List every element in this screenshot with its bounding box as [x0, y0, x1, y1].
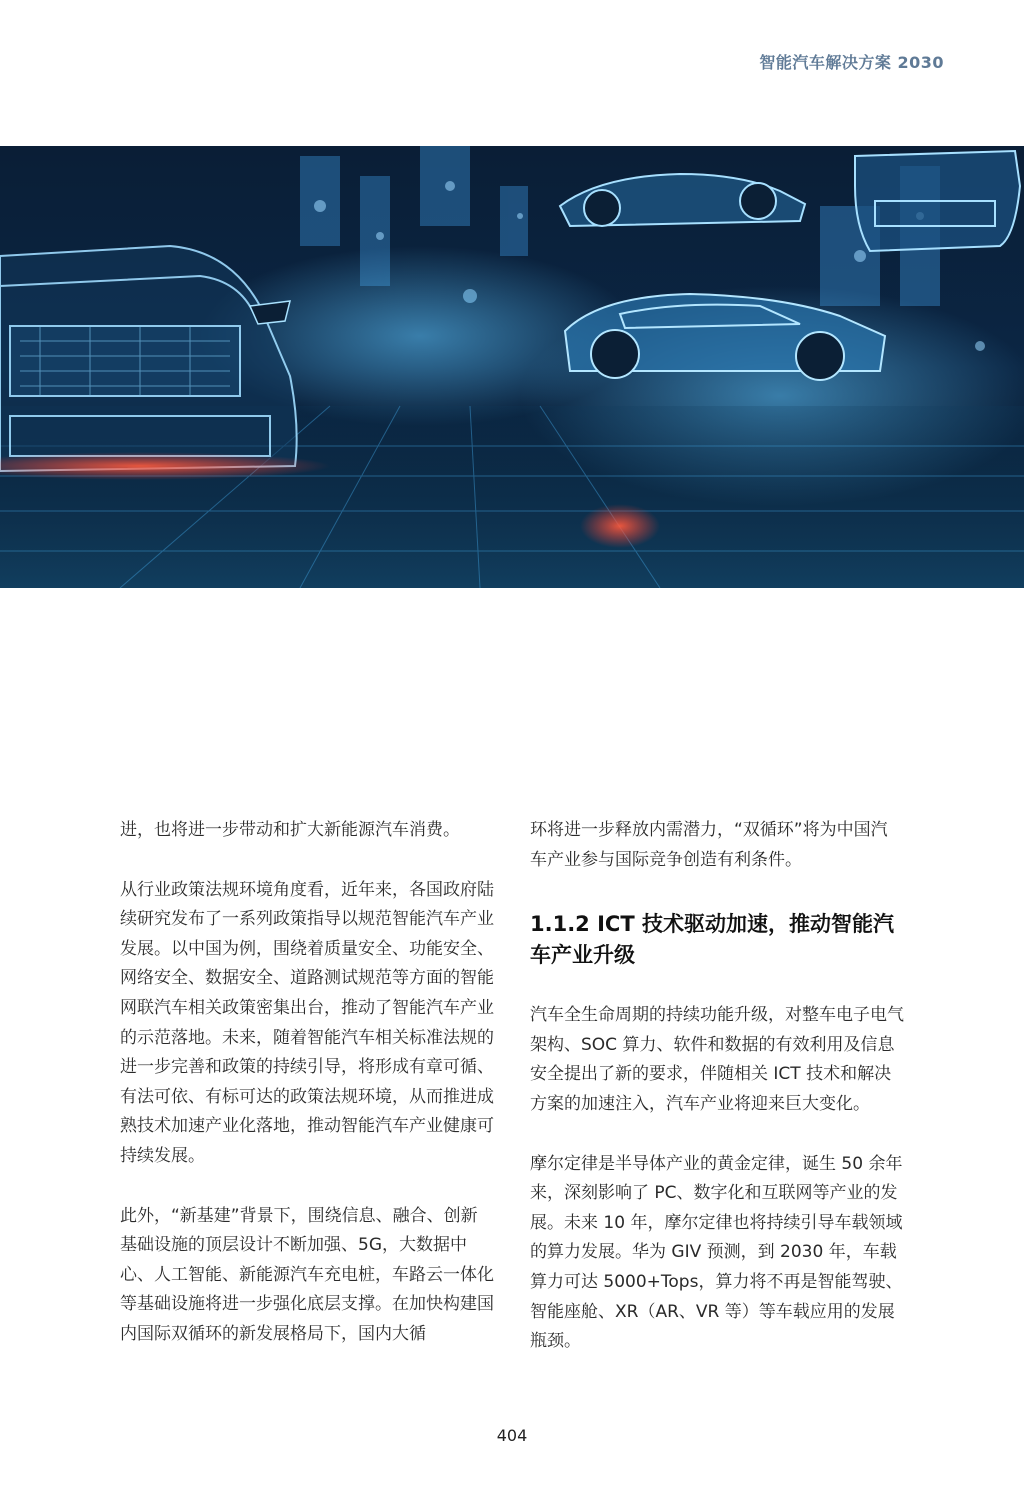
left-column — [120, 816, 494, 1350]
right-column — [530, 816, 904, 1357]
running-header-title: 智能汽车解决方案 2030 — [759, 53, 944, 72]
car-tech-illustration-icon — [0, 146, 1024, 588]
left-paragraph-1: 进，也将进一步带动和扩大新能源汽车消费。 — [120, 820, 460, 840]
right-paragraph-1: 环将进一步释放内需潜力，“双循环”将为中国汽车产业参与国际竞争创造有利条件。 — [530, 820, 888, 870]
section-heading: 1.1.2 ICT 技术驱动加速，推动智能汽车产业升级 — [530, 912, 894, 968]
right-paragraph-2: 汽车全生命周期的持续功能升级，对整车电子电气架构、SOC 算力、软件和数据的有效利用及信息安全提出了新的要求，伴随相关 ICT 技术和解决方案的加速注入，汽车产业将迎来巨大变化。 — [530, 1005, 904, 1114]
hero-image — [0, 146, 1024, 588]
page-number: 404 — [496, 1426, 528, 1445]
right-paragraph-3: 摩尔定律是半导体产业的黄金定律，诞生 50 余年来，深刻影响了 PC、数字化和互联网等产业的发展。未来 10 年，摩尔定律也将持续引导车载领域的算力发展。华为 GIV 预测，到 2030 年，车载算力可达 5000+Tops，算力将不再是智能驾驶、智能座舱、XR（AR、VR 等）等车载应用的发展瓶颈。 — [530, 1153, 903, 1352]
left-paragraph-2: 从行业政策法规环境角度看，近年来，各国政府陆续研究发布了一系列政策指导以规范智能汽车产业发展。以中国为例，围绕着质量安全、功能安全、网络安全、数据安全、道路测试规范等方面的智能网联汽车相关政策密集出台，推动了智能汽车产业的示范落地。未来，随着智能汽车相关标准法规的进一步完善和政策的持续引导，将形成有章可循、有法可依、有标可达的政策法规环境，从而推进成熟技术加速产业化落地，推动智能汽车产业健康可持续发展。 — [120, 879, 494, 1166]
left-paragraph-3: 此外，“新基建”背景下，围绕信息、融合、创新基础设施的顶层设计不断加强、5G，大数据中心、人工智能、新能源汽车充电桩，车路云一体化等基础设施将进一步强化底层支撑。在加快构建国内国际双循环的新发展格局下，国内大循 — [120, 1205, 494, 1344]
